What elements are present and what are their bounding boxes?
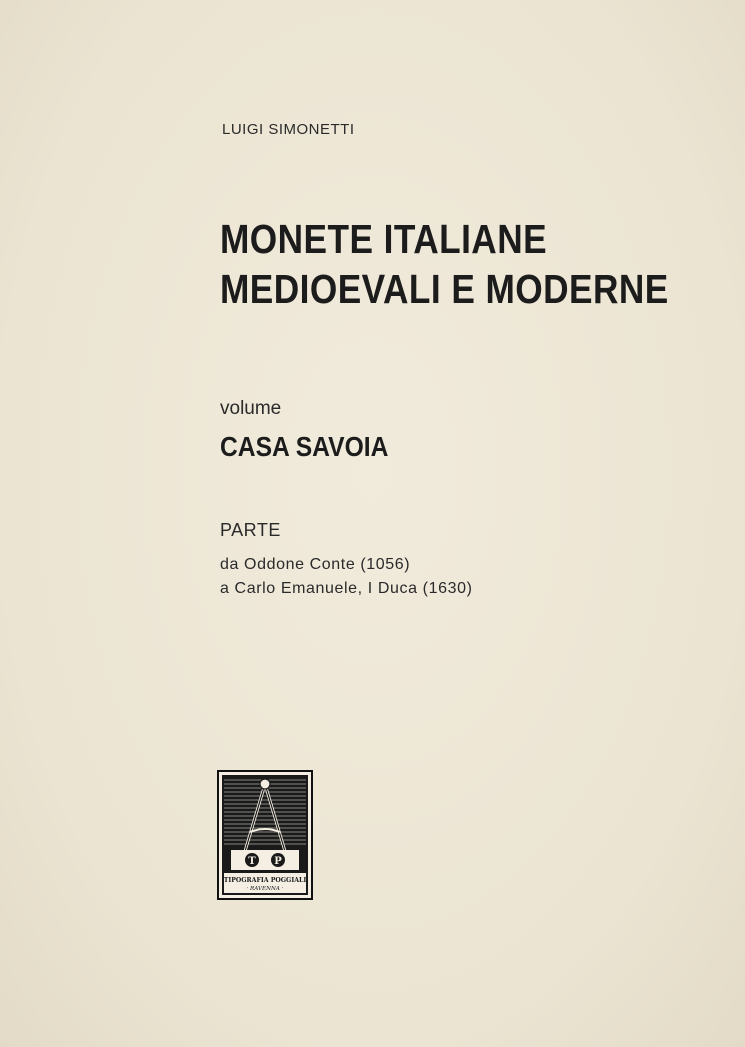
title-line-1: MONETE ITALIANE: [220, 216, 548, 262]
book-title: [220, 214, 669, 314]
printer-initial-t: T: [248, 856, 256, 867]
volume-label: volume: [220, 398, 282, 419]
volume-name: CASA SAVOIA: [220, 431, 389, 462]
part-range-end: a Carlo Emanuele, I Duca (1630): [220, 580, 473, 597]
part-label: PARTE: [220, 520, 281, 540]
printer-name: TIPOGRAFIA POGGIALI: [223, 877, 307, 884]
printer-city: · RAVENNA ·: [246, 886, 284, 892]
part-range-start: da Oddone Conte (1056): [220, 556, 411, 573]
printer-mark-logo: [217, 770, 313, 900]
title-line-2: MEDIOEVALI E MODERNE: [220, 266, 669, 312]
compass-emblem-icon: [217, 770, 313, 900]
printer-initial-p: P: [274, 856, 282, 867]
author-name: LUIGI SIMONETTI: [222, 121, 355, 138]
